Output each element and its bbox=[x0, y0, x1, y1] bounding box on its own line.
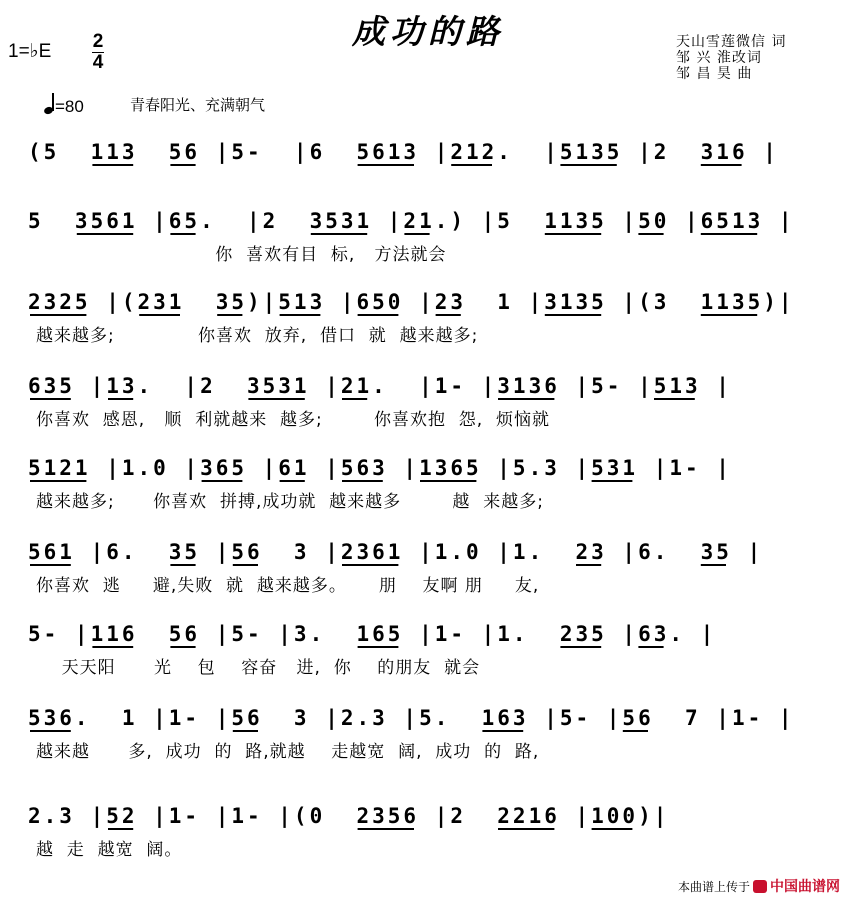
tempo-marking bbox=[44, 93, 84, 117]
notation-line: 5 3561 |65. |2 3531 |21.) |5 1135 |50 |6513 | bbox=[28, 201, 838, 241]
notation-line: 5- |116 56 |5- |3. 165 |1- |1. 235 |63. | bbox=[28, 614, 838, 654]
lyrics-line: 天天阳 光 包 容奋 进, 你 的朋友 就会 bbox=[36, 658, 481, 678]
song-title: 成功的路 bbox=[352, 12, 504, 51]
footer-watermark bbox=[678, 876, 840, 896]
footer-brand: 中国曲谱网 bbox=[770, 879, 840, 895]
score-line bbox=[0, 366, 856, 450]
lyrics-line: 越来越多; 你喜欢 拼搏,成功就 越来越多 越 来越多; bbox=[36, 492, 544, 512]
notation-line: 561 |6. 35 |56 3 |2361 |1.0 |1. 23 |6. 35 | bbox=[28, 532, 838, 572]
score-line bbox=[0, 614, 856, 698]
lyrics-line: 越来越 多, 成功 的 路,就越 走越宽 阔, 成功 的 路, bbox=[36, 742, 540, 762]
lyrics-line: 越来越多; 你喜欢 放弃, 借口 就 越来越多; bbox=[36, 326, 479, 346]
time-signature-top: 2 bbox=[92, 31, 104, 52]
beam-lines bbox=[28, 132, 838, 172]
beam-lines bbox=[28, 366, 838, 406]
credit-adapter: 邹 兴 淮改词 bbox=[676, 50, 762, 66]
lyrics-line: 你喜欢 感恩, 顺 利就越来 越多; 你喜欢抱 怨, 烦恼就 bbox=[36, 410, 551, 430]
beam-lines bbox=[28, 282, 838, 322]
score-line bbox=[0, 698, 856, 782]
score-line bbox=[0, 532, 856, 616]
notation-line: 635 |13. |2 3531 |21. |1- |3136 |5- |513 | bbox=[28, 366, 838, 406]
key-signature: 1=♭E bbox=[8, 41, 52, 62]
notation-line: 536. 1 |1- |56 3 |2.3 |5. 163 |5- |56 7 |1- | bbox=[28, 698, 838, 738]
lyrics-line: 你喜欢 逃 避,失败 就 越来越多。 朋 友啊 朋 友, bbox=[36, 576, 540, 596]
notation-line: 5121 |1.0 |365 |61 |563 |1365 |5.3 |531 |1- | bbox=[28, 448, 838, 488]
time-signature bbox=[92, 33, 104, 72]
beam-lines bbox=[28, 532, 838, 572]
credit-composer: 邹 昌 昊 曲 bbox=[676, 66, 753, 82]
time-signature-bottom: 4 bbox=[92, 52, 104, 73]
beam-lines bbox=[28, 796, 838, 836]
credit-lyricist: 天山雪莲微信 词 bbox=[676, 34, 787, 50]
quarter-note-icon bbox=[44, 93, 55, 115]
expression-marking: 青春阳光、充满朝气 bbox=[130, 96, 266, 114]
lyrics-line: 你 喜欢有目 标, 方法就会 bbox=[36, 245, 447, 265]
tempo-value: =80 bbox=[55, 97, 84, 116]
score-line bbox=[0, 282, 856, 366]
score-line bbox=[0, 448, 856, 532]
site-logo-icon bbox=[753, 880, 767, 893]
credits bbox=[676, 34, 786, 82]
notation-line: 2.3 |52 |1- |1- |(0 2356 |2 2216 |100)| bbox=[28, 796, 838, 836]
notation-line: (5 113 56 |5- |6 5613 |212. |5135 |2 316 | bbox=[28, 132, 838, 172]
beam-lines bbox=[28, 201, 838, 241]
beam-lines bbox=[28, 698, 838, 738]
beam-lines bbox=[28, 614, 838, 654]
score-line bbox=[0, 796, 856, 880]
score-line bbox=[0, 201, 856, 285]
lyrics-line: 越 走 越宽 阔。 bbox=[36, 840, 183, 860]
footer-prefix: 本曲谱上传于 bbox=[677, 880, 750, 894]
notation-line: 2325 |(231 35)|513 |650 |23 1 |3135 |(3 1135)| bbox=[28, 282, 838, 322]
beam-lines bbox=[28, 448, 838, 488]
